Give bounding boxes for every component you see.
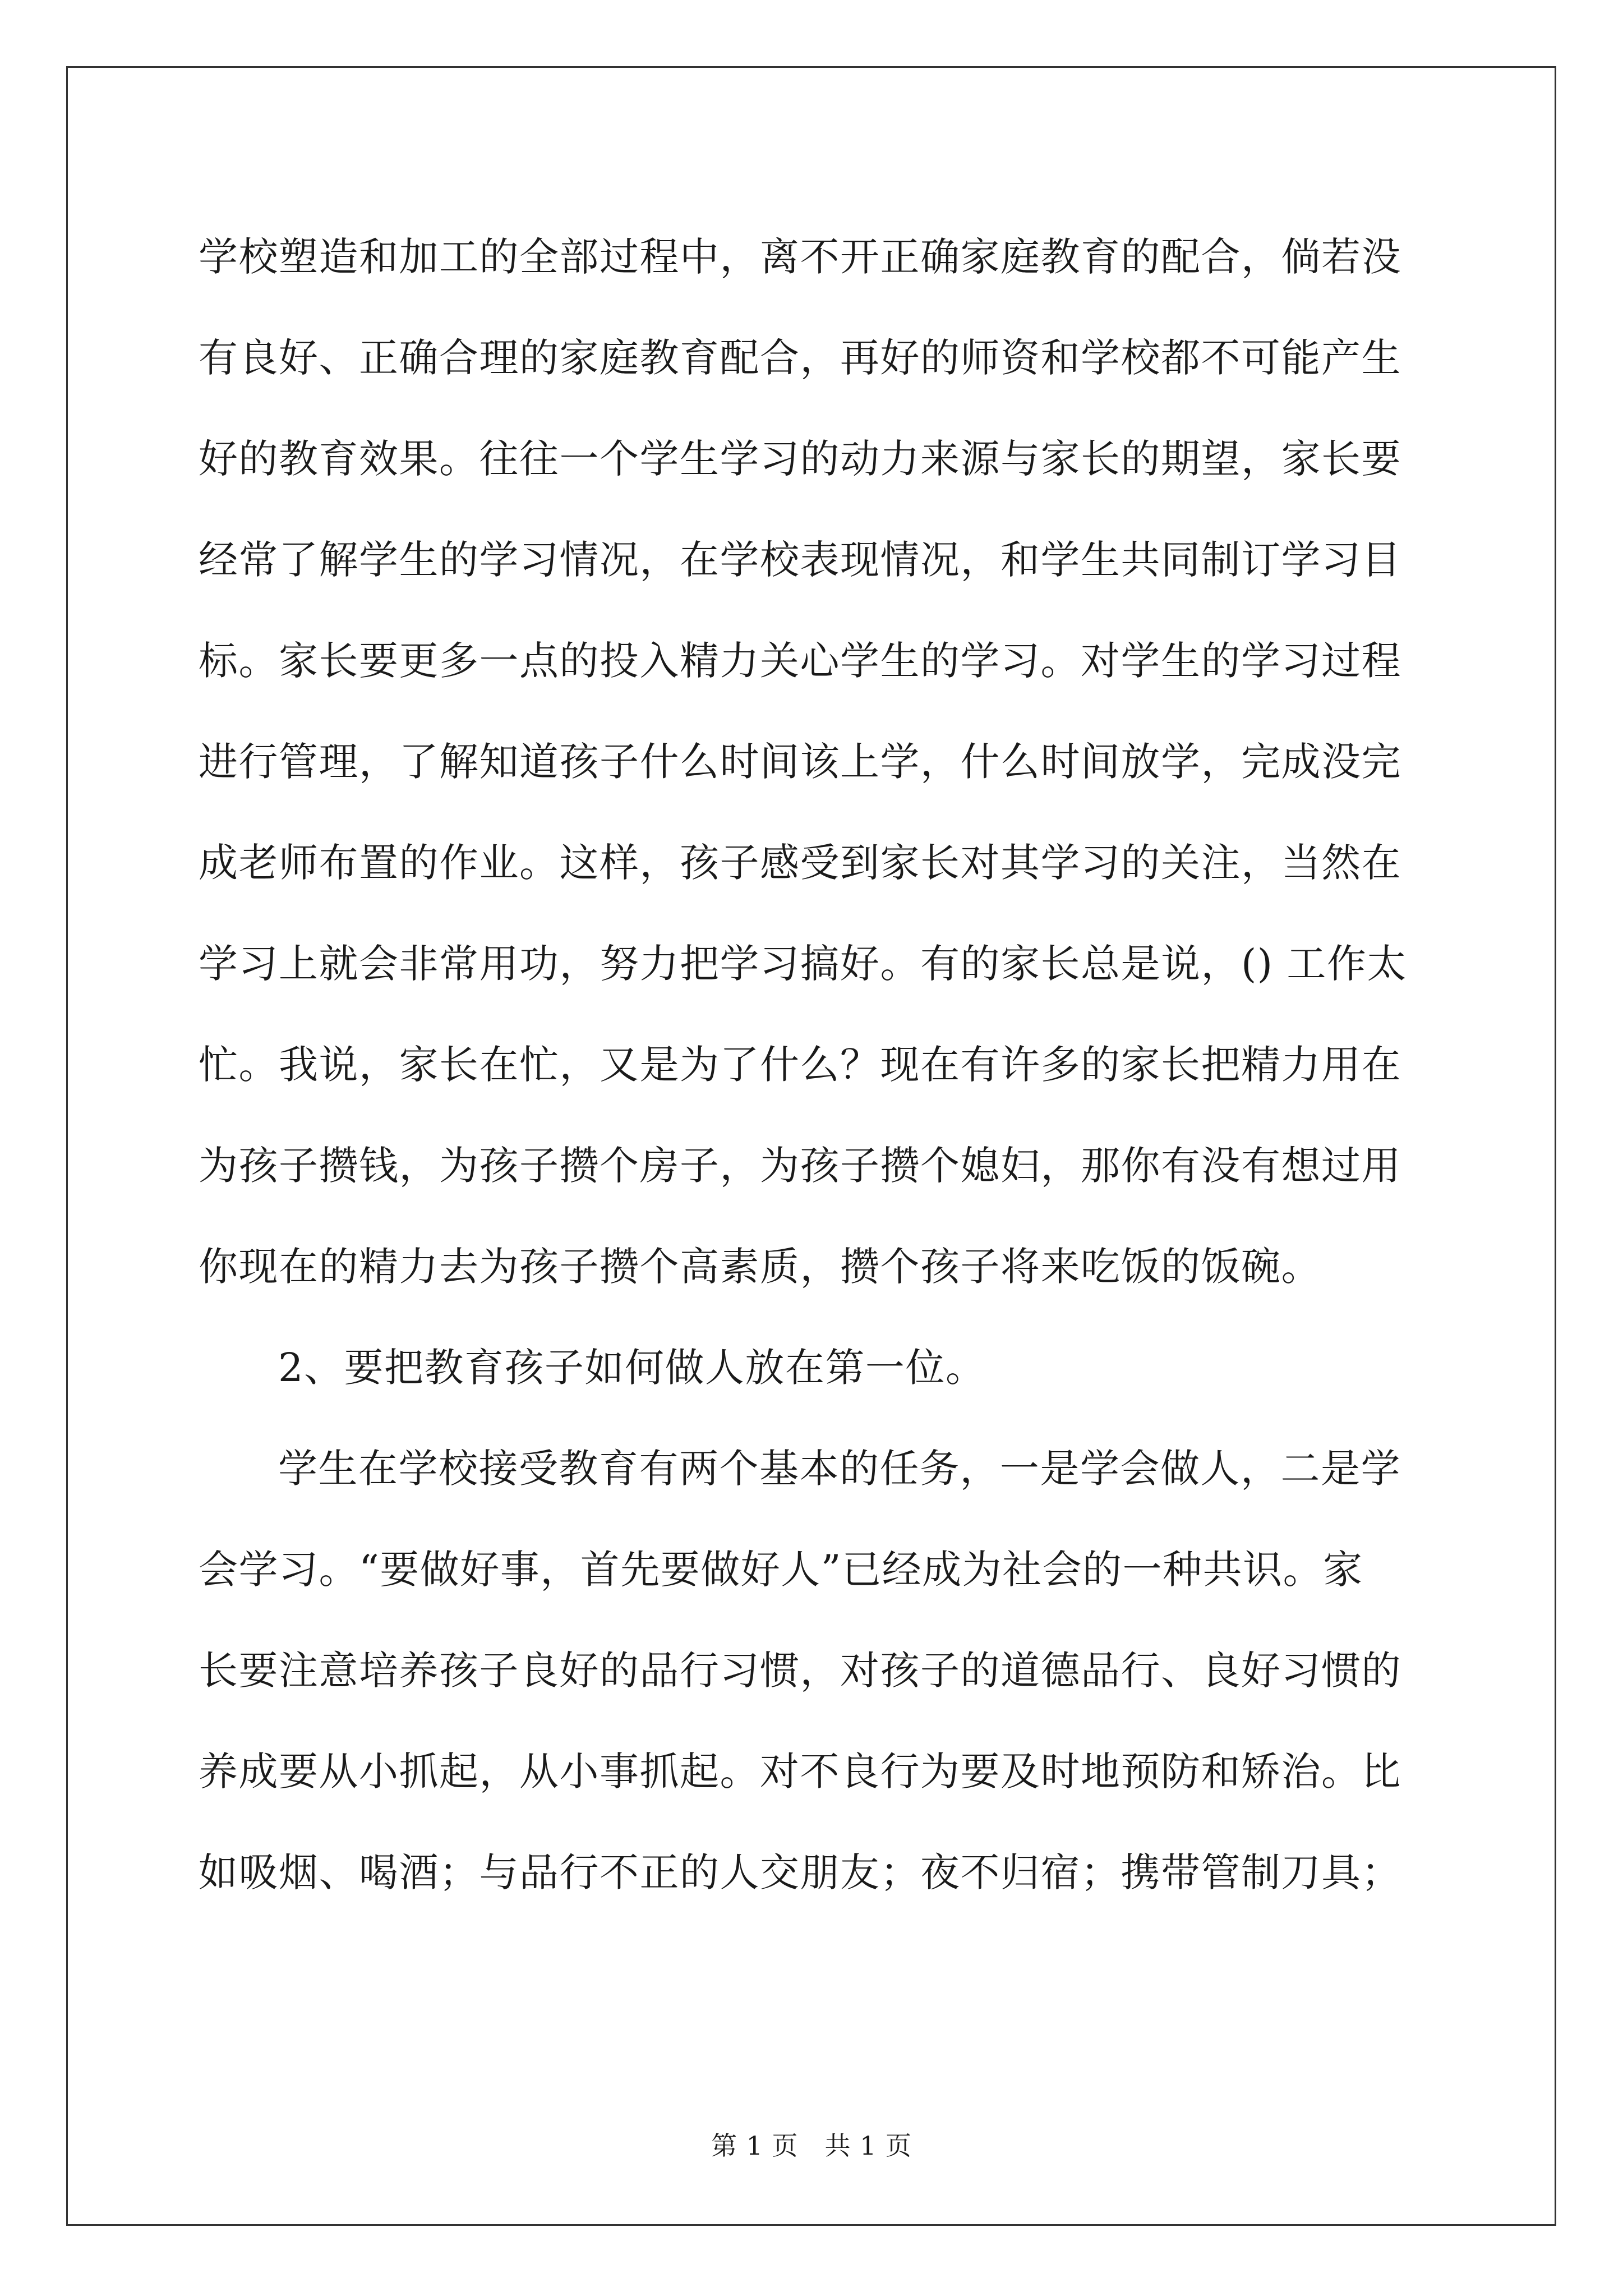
text-line: 学习上就会非常用功，努力把学习搞好。有的家长总是说，() 工作太 bbox=[199, 941, 1407, 987]
text-line: 如吸烟、喝酒；与品行不正的人交朋友；夜不归宿；携带管制刀具； bbox=[199, 1849, 1401, 1895]
section-heading: 2、要把教育孩子如何做人放在第一位。 bbox=[278, 1345, 986, 1391]
text-line: 忙。我说，家长在忙，又是为了什么？现在有许多的家长把精力用在 bbox=[199, 1042, 1401, 1088]
text-line: 长要注意培养孩子良好的品行习惯，对孩子的道德品行、良好习惯的 bbox=[199, 1648, 1401, 1694]
text-line: 为孩子攒钱，为孩子攒个房子，为孩子攒个媳妇，那你有没有想过用 bbox=[199, 1143, 1401, 1189]
text-line: 你现在的精力去为孩子攒个高素质，攒个孩子将来吃饭的饭碗。 bbox=[199, 1244, 1321, 1290]
text-line: 学生在学校接受教育有两个基本的任务，一是学会做人，二是学 bbox=[278, 1446, 1401, 1492]
page-footer: 第 1 页 共 1 页 bbox=[711, 2131, 912, 2161]
text-line: 会学习。“要做好事，首先要做好人”已经成为社会的一种共识。家 bbox=[199, 1547, 1363, 1593]
text-line: 进行管理，了解知道孩子什么时间该上学，什么时间放学，完成没完 bbox=[199, 739, 1401, 785]
text-line: 成老师布置的作业。这样，孩子感受到家长对其学习的关注，当然在 bbox=[199, 840, 1401, 886]
text-line: 标。家长要更多一点的投入精力关心学生的学习。对学生的学习过程 bbox=[199, 638, 1401, 684]
text-line: 学校塑造和加工的全部过程中，离不开正确家庭教育的配合，倘若没 bbox=[199, 234, 1401, 280]
text-line: 养成要从小抓起，从小事抓起。对不良行为要及时地预防和矫治。比 bbox=[199, 1749, 1401, 1795]
text-line: 经常了解学生的学习情况，在学校表现情况，和学生共同制订学习目 bbox=[199, 537, 1401, 583]
text-line: 有良好、正确合理的家庭教育配合，再好的师资和学校都不可能产生 bbox=[199, 335, 1401, 381]
text-line: 好的教育效果。往往一个学生学习的动力来源与家长的期望，家长要 bbox=[199, 436, 1401, 482]
